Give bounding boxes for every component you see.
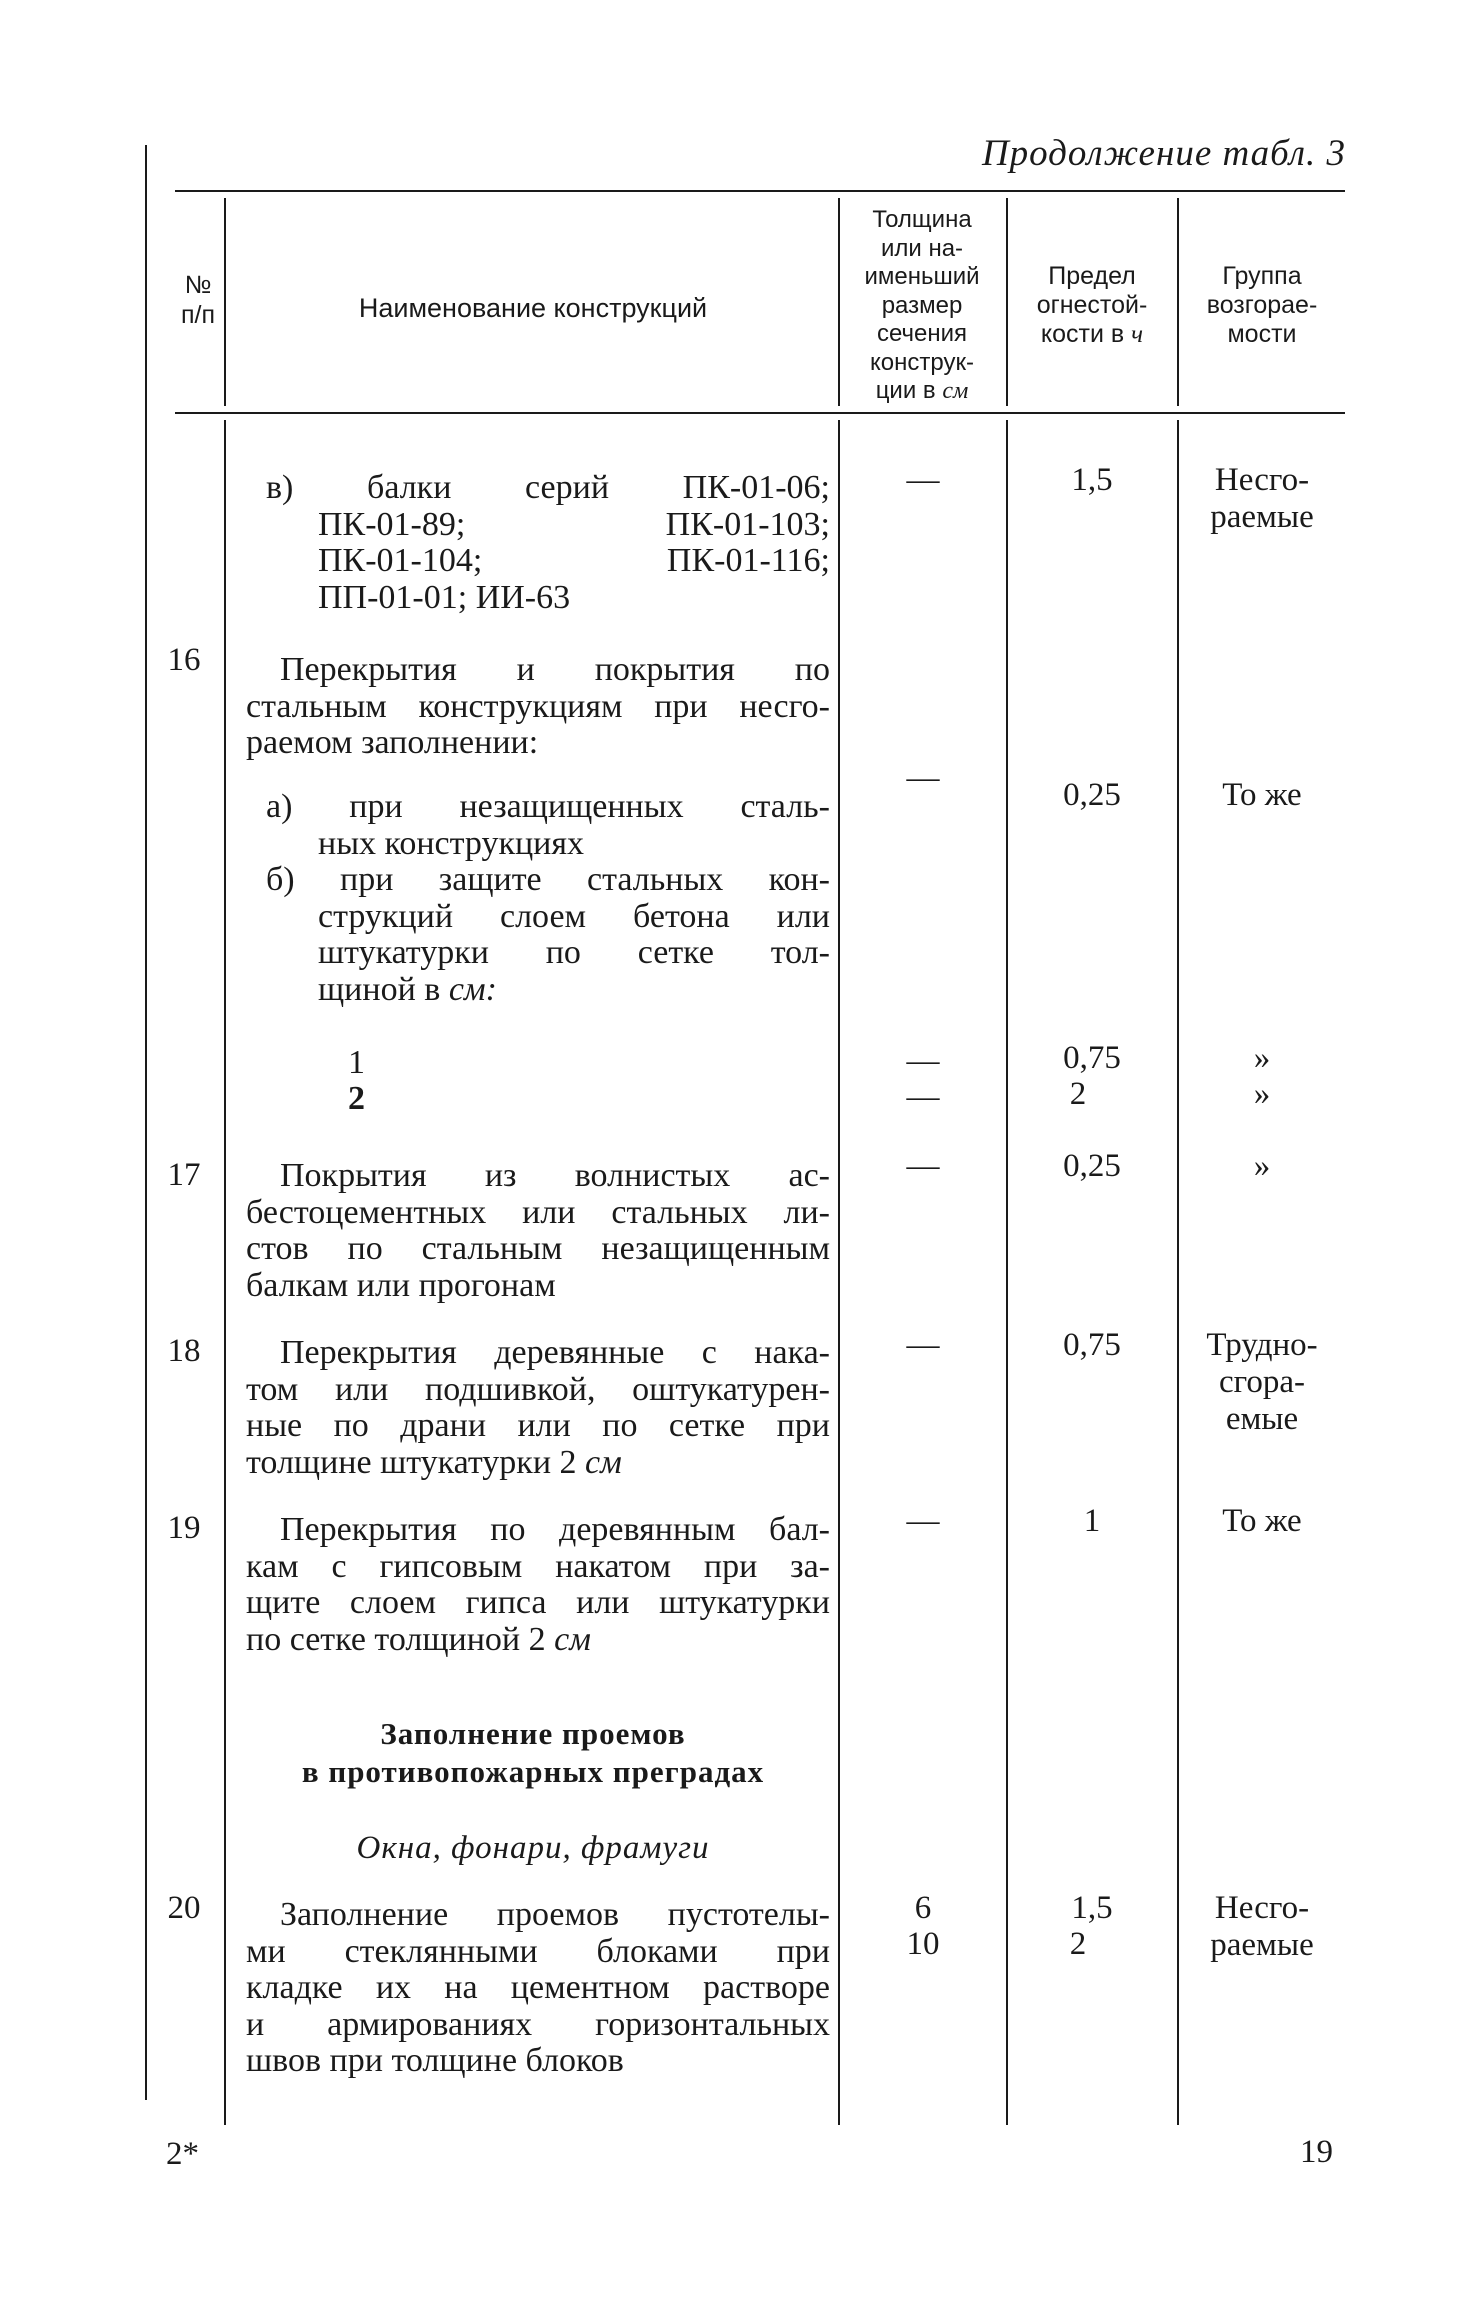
name-line: Перекрытия по деревянным бал- bbox=[280, 1511, 830, 1548]
name-line-text: щиной в bbox=[318, 970, 441, 1008]
group-line: Трудно- bbox=[1206, 1327, 1318, 1363]
row-18-group bbox=[1178, 1327, 1346, 1438]
header-flammability-group bbox=[1178, 262, 1346, 349]
row-18-name bbox=[246, 1335, 830, 1481]
row-16-thickness: — bbox=[906, 760, 940, 796]
row-16-number: 16 bbox=[167, 642, 201, 678]
name-line: кладке их на цементном растворе bbox=[246, 1969, 830, 2006]
name-line: Перекрытия деревянные с нака- bbox=[280, 1334, 830, 1371]
name-line: а) при незащищенных сталь- bbox=[266, 788, 830, 825]
header-limit-line bbox=[1006, 320, 1178, 349]
header-bottom-rule bbox=[175, 412, 1345, 414]
row-17-limit: 0,25 bbox=[1063, 1148, 1121, 1184]
col-divider-4-body bbox=[1177, 420, 1179, 2125]
limit-value: 2 bbox=[1069, 1926, 1087, 1962]
name-line: штукатурки по сетке тол- bbox=[318, 934, 830, 971]
name-line: ПК-01-89; ПК-01-103; bbox=[318, 505, 830, 543]
sub-value: 2 bbox=[348, 1080, 365, 1117]
name-line: кам с гипсовым накатом при за- bbox=[246, 1547, 830, 1585]
header-thickness-line: Толщина bbox=[872, 206, 972, 233]
group-line: раемые bbox=[1210, 1927, 1314, 1963]
sub-group: » bbox=[1253, 1076, 1271, 1112]
col-divider-3-body bbox=[1006, 420, 1008, 2125]
row-19-name bbox=[246, 1512, 830, 1658]
row-20-number: 20 bbox=[167, 1890, 201, 1926]
name-line: Заполнение проемов пустотелы- bbox=[280, 1896, 830, 1933]
name-line-text: по сетке толщиной 2 bbox=[246, 1620, 546, 1658]
name-line: б) при защите стальных кон- bbox=[266, 861, 830, 898]
row-16-sub-group bbox=[1178, 1040, 1346, 1112]
header-group-line: возгорае- bbox=[1206, 291, 1318, 319]
row-16-limit: 0,25 bbox=[1063, 777, 1121, 813]
header-limit-unit: ч bbox=[1131, 321, 1144, 348]
unit-text: см bbox=[554, 1620, 591, 1658]
table-continuation-title: Продолжение табл. 3 bbox=[981, 133, 1346, 174]
header-thickness-unit: см bbox=[942, 378, 969, 404]
header-thickness-line: или на- bbox=[880, 234, 964, 262]
sub-limit: 0,75 bbox=[1063, 1040, 1121, 1076]
header-thickness bbox=[838, 206, 1006, 406]
header-thickness-line: размер bbox=[881, 291, 963, 319]
header-thickness-line: сечения bbox=[876, 320, 968, 347]
left-margin-line bbox=[145, 145, 147, 2100]
row-20-name bbox=[246, 1897, 830, 2080]
thickness-value: 10 bbox=[906, 1926, 940, 1962]
row-17-thickness: — bbox=[906, 1148, 940, 1184]
row-19-limit: 1 bbox=[1083, 1503, 1101, 1539]
header-limit-line: Предел bbox=[1048, 262, 1136, 290]
sub-limit: 2 bbox=[1069, 1076, 1087, 1112]
name-line: щите слоем гипса или штукатурки bbox=[246, 1584, 830, 1621]
row-20-limit bbox=[1006, 1890, 1178, 1962]
header-number bbox=[168, 270, 228, 330]
header-thickness-line: конструк- bbox=[870, 348, 974, 376]
name-line bbox=[246, 1445, 830, 1482]
section-heading-line: в противопожарных преградах bbox=[301, 1754, 765, 1789]
row-16-sub-thickness bbox=[838, 1043, 1008, 1115]
header-thickness-text: ции в bbox=[875, 377, 936, 404]
header-limit-text: кости в bbox=[1040, 320, 1125, 348]
name-line: стальным конструкциям при несго- bbox=[246, 687, 830, 725]
name-line: ПП-01-01; ИИ-63 bbox=[318, 578, 571, 616]
group-line: Несго- bbox=[1214, 1890, 1310, 1926]
group-line: Несго- bbox=[1214, 462, 1310, 498]
header-group-line: мости bbox=[1227, 320, 1297, 348]
header-group-line: Группа bbox=[1222, 262, 1302, 290]
name-line: Перекрытия и покрытия по bbox=[280, 651, 830, 688]
row-16-sub-limit bbox=[1006, 1040, 1178, 1112]
name-line: бестоцементных или стальных ли- bbox=[246, 1193, 830, 1231]
section-heading-line: Заполнение проемов bbox=[380, 1716, 686, 1751]
row-16-group: То же bbox=[1222, 777, 1302, 813]
row-16-name bbox=[246, 652, 830, 762]
row-17-name bbox=[246, 1158, 830, 1304]
row-beams-thickness: — bbox=[906, 462, 940, 498]
unit-text: см: bbox=[448, 970, 497, 1008]
limit-value: 1,5 bbox=[1071, 1890, 1113, 1926]
sub-thickness: — bbox=[906, 1043, 940, 1079]
row-beams-name bbox=[266, 469, 830, 616]
name-line: и армированиях горизонтальных bbox=[246, 2005, 830, 2043]
header-fire-limit bbox=[1006, 262, 1178, 349]
name-line: ПК-01-104; ПК-01-116; bbox=[318, 542, 830, 579]
unit-text: см bbox=[585, 1443, 622, 1481]
table-top-rule bbox=[175, 190, 1345, 192]
name-line: том или подшивкой, оштукатурен- bbox=[246, 1370, 830, 1408]
page-number: 19 bbox=[1300, 2134, 1333, 2170]
row-beams-limit: 1,5 bbox=[1071, 462, 1113, 498]
header-number-text: № п/п bbox=[180, 271, 216, 329]
name-line: в) балки серий ПК-01-06; bbox=[266, 469, 830, 506]
thickness-value: 6 bbox=[914, 1890, 932, 1926]
row-20-group bbox=[1178, 1890, 1346, 1964]
sub-group: » bbox=[1253, 1040, 1271, 1076]
row-19-number: 19 bbox=[167, 1510, 201, 1546]
header-limit-line: огнестой- bbox=[1036, 291, 1148, 319]
row-18-number: 18 bbox=[167, 1333, 201, 1369]
name-line: швов при толщине блоков bbox=[246, 2042, 624, 2079]
name-line: балкам или прогонам bbox=[246, 1266, 556, 1304]
name-line-text: толщине штукатурки 2 bbox=[246, 1443, 577, 1481]
row-17-number: 17 bbox=[167, 1157, 201, 1193]
name-line bbox=[318, 972, 830, 1009]
name-line: ных конструкциях bbox=[318, 824, 584, 862]
row-18-thickness: — bbox=[906, 1327, 940, 1363]
subsection-heading: Окна, фонари, фрамуги bbox=[356, 1830, 710, 1866]
group-line: раемые bbox=[1210, 499, 1314, 535]
name-line: струкций слоем бетона или bbox=[318, 897, 830, 935]
group-line: емые bbox=[1225, 1401, 1299, 1437]
name-line: раемом заполнении: bbox=[246, 724, 539, 761]
row-19-group: То же bbox=[1222, 1503, 1302, 1539]
name-line: стов по стальным незащищенным bbox=[246, 1230, 830, 1267]
footer-signature-mark: 2* bbox=[166, 2136, 199, 2172]
col-divider-1-body bbox=[224, 420, 226, 2125]
row-16-items bbox=[266, 788, 830, 1008]
row-19-thickness: — bbox=[906, 1503, 940, 1539]
header-thickness-line: именьший bbox=[864, 263, 980, 290]
name-line: ные по драни или по сетке при bbox=[246, 1407, 830, 1444]
sub-value: 1 bbox=[348, 1044, 365, 1081]
sub-thickness: — bbox=[906, 1079, 940, 1115]
row-17-group: » bbox=[1253, 1148, 1271, 1184]
row-20-thickness bbox=[838, 1890, 1008, 1962]
name-line: ми стеклянными блоками при bbox=[246, 1932, 830, 1970]
row-beams-group bbox=[1178, 462, 1346, 536]
row-18-limit: 0,75 bbox=[1063, 1327, 1121, 1363]
group-line: сгора- bbox=[1219, 1364, 1305, 1400]
col-divider-2-body bbox=[838, 420, 840, 2125]
section-heading bbox=[228, 1715, 838, 1791]
header-name: Наименование конструкций bbox=[358, 293, 708, 323]
row-16-subvalues bbox=[348, 1045, 388, 1117]
name-line: Покрытия из волнистых ас- bbox=[280, 1157, 830, 1194]
name-line bbox=[246, 1622, 830, 1659]
header-thickness-line bbox=[838, 377, 1006, 406]
